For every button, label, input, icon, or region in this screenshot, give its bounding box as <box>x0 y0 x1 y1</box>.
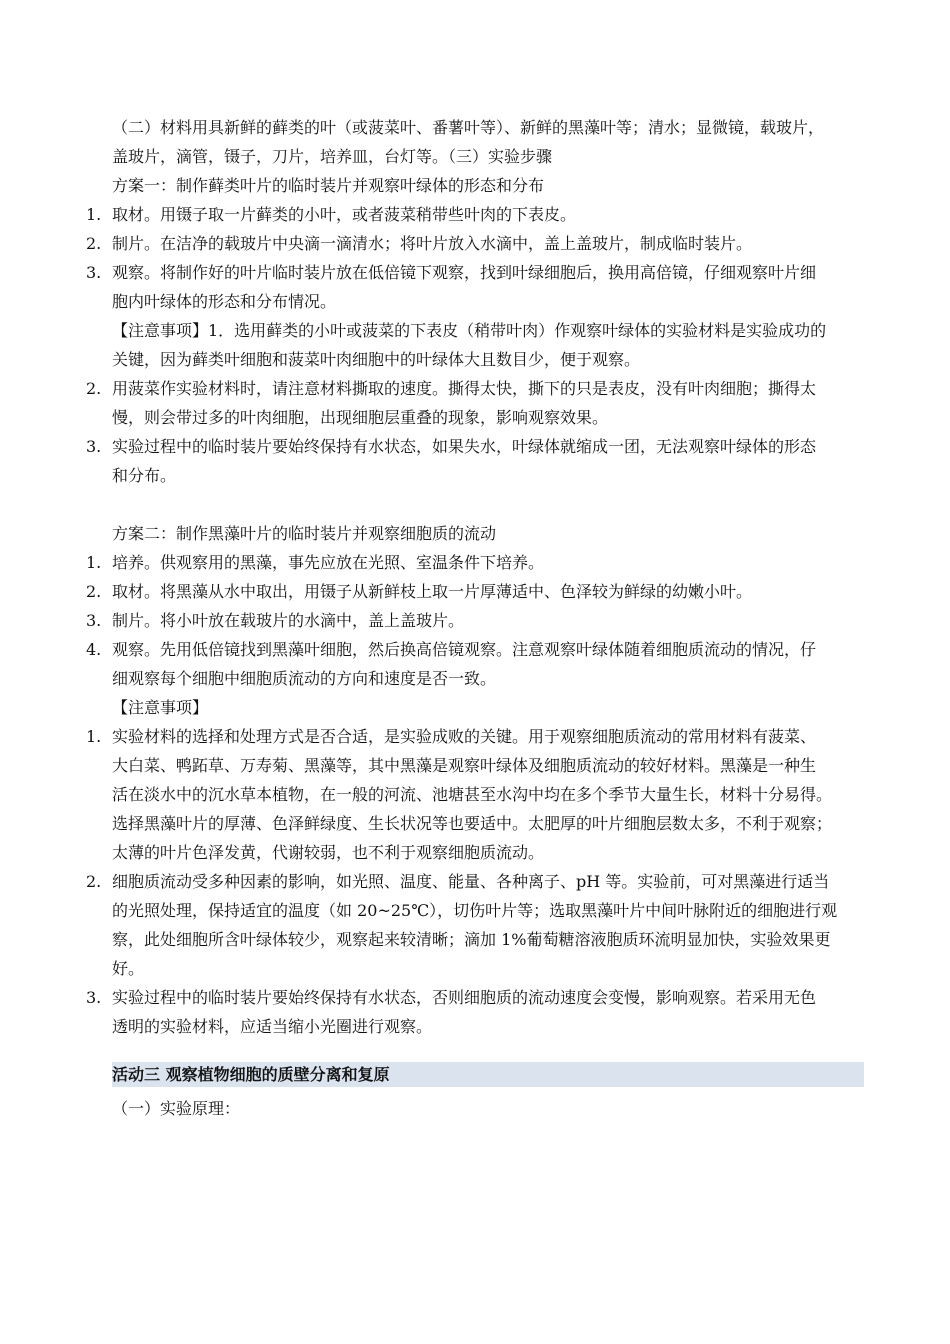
list-number: 2. <box>86 234 102 253</box>
note-continued: 关键，因为藓类叶细胞和菠菜叶肉细胞中的叶绿体大且数目少，便于观察。 <box>112 350 641 369</box>
materials-line-2: 盖玻片，滴管，镊子，刀片，培养皿，台灯等。（三）实验步骤 <box>112 147 553 166</box>
list-item: 细胞质流动受多种因素的影响，如光照、温度、能量、各种离子、pH 等。实验前，可对黑藻进行适当 <box>112 872 830 891</box>
list-number: 3. <box>86 263 102 282</box>
list-number: 2. <box>86 872 102 891</box>
list-number: 2. <box>86 379 102 398</box>
list-item-continued: 透明的实验材料，应适当缩小光圈进行观察。 <box>112 1017 433 1036</box>
note-heading: 【注意事项】1．选用藓类的小叶或菠菜的下表皮（稍带叶肉）作观察叶绿体的实验材料是实验成功的 <box>112 321 827 340</box>
section-heading <box>112 1062 864 1087</box>
list-number: 2. <box>86 582 102 601</box>
list-item-continued: 慢，则会带过多的叶肉细胞，出现细胞层重叠的现象，影响观察效果。 <box>112 408 609 427</box>
list-item: 取材。用镊子取一片藓类的小叶，或者菠菜稍带些叶肉的下表皮。 <box>112 205 577 224</box>
list-number: 3. <box>86 988 102 1007</box>
list-item-continued: 的光照处理，保持适宜的温度（如 20~25℃），切伤叶片等；选取黑藻叶片中间叶脉附近的细胞进行观 <box>112 901 838 920</box>
list-item-continued: 察，此处细胞所含叶绿体较少，观察起来较清晰；滴加 1%葡萄糖溶液胞质环流明显加快，实验效果更 <box>112 930 831 949</box>
list-number: 3. <box>86 437 102 456</box>
list-item: 制片。将小叶放在载玻片的水滴中，盖上盖玻片。 <box>112 611 465 630</box>
plan-two-title: 方案二：制作黑藻叶片的临时装片并观察细胞质的流动 <box>112 524 497 543</box>
list-item-continued: 好。 <box>112 959 145 978</box>
principle-subheading: （一）实验原理： <box>112 1099 241 1118</box>
list-item-continued: 胞内叶绿体的形态和分布情况。 <box>112 292 337 311</box>
list-number: 1. <box>86 553 102 572</box>
list-number: 4. <box>86 640 102 659</box>
list-item: 取材。将黑藻从水中取出，用镊子从新鲜枝上取一片厚薄适中、色泽较为鲜绿的幼嫩小叶。 <box>112 582 753 601</box>
list-item-continued: 太薄的叶片色泽发黄，代谢较弱，也不利于观察细胞质流动。 <box>112 843 545 862</box>
list-item: 实验过程中的临时装片要始终保持有水状态，如果失水，叶绿体就缩成一团，无法观察叶绿体的形态 <box>112 437 817 456</box>
list-item-continued: 活在淡水中的沉水草本植物，在一般的河流、池塘甚至水沟中均在多个季节大量生长，材料十分易得。 <box>112 785 833 804</box>
list-number: 3. <box>86 611 102 630</box>
list-item-continued: 和分布。 <box>112 466 177 485</box>
list-number: 1. <box>86 205 102 224</box>
list-item: 培养。供观察用的黑藻，事先应放在光照、室温条件下培养。 <box>112 553 545 572</box>
list-item: 观察。先用低倍镜找到黑藻叶细胞，然后换高倍镜观察。注意观察叶绿体随着细胞质流动的情况，仔 <box>112 640 817 659</box>
note-heading: 【注意事项】 <box>112 698 209 717</box>
list-item: 实验过程中的临时装片要始终保持有水状态，否则细胞质的流动速度会变慢，影响观察。若采用无色 <box>112 988 817 1007</box>
plan-one-title: 方案一：制作藓类叶片的临时装片并观察叶绿体的形态和分布 <box>112 176 545 195</box>
list-item: 实验材料的选择和处理方式是否合适，是实验成败的关键。用于观察细胞质流动的常用材料有菠菜、 <box>112 727 817 746</box>
list-item: 观察。将制作好的叶片临时装片放在低倍镜下观察，找到叶绿细胞后，换用高倍镜，仔细观察叶片细 <box>112 263 817 282</box>
list-item-continued: 选择黑藻叶片的厚薄、色泽鲜绿度、生长状况等也要适中。太肥厚的叶片细胞层数太多，不利于观察； <box>112 814 833 833</box>
list-item-continued: 细观察每个细胞中细胞质流动的方向和速度是否一致。 <box>112 669 497 688</box>
materials-line-1: （二）材料用具新鲜的藓类的叶（或菠菜叶、番薯叶等）、新鲜的黑藻叶等；清水；显微镜，载玻片， <box>112 118 825 137</box>
list-item: 用菠菜作实验材料时，请注意材料撕取的速度。撕得太快，撕下的只是表皮，没有叶肉细胞；撕得太 <box>112 379 817 398</box>
list-item: 制片。在洁净的载玻片中央滴一滴清水；将叶片放入水滴中，盖上盖玻片，制成临时装片。 <box>112 234 753 253</box>
list-number: 1. <box>86 727 102 746</box>
section-heading-text: 活动三 观察植物细胞的质壁分离和复原 <box>112 1065 390 1084</box>
list-item-continued: 大白菜、鸭跖草、万寿菊、黑藻等，其中黑藻是观察叶绿体及细胞质流动的较好材料。黑藻是一种生 <box>112 756 817 775</box>
